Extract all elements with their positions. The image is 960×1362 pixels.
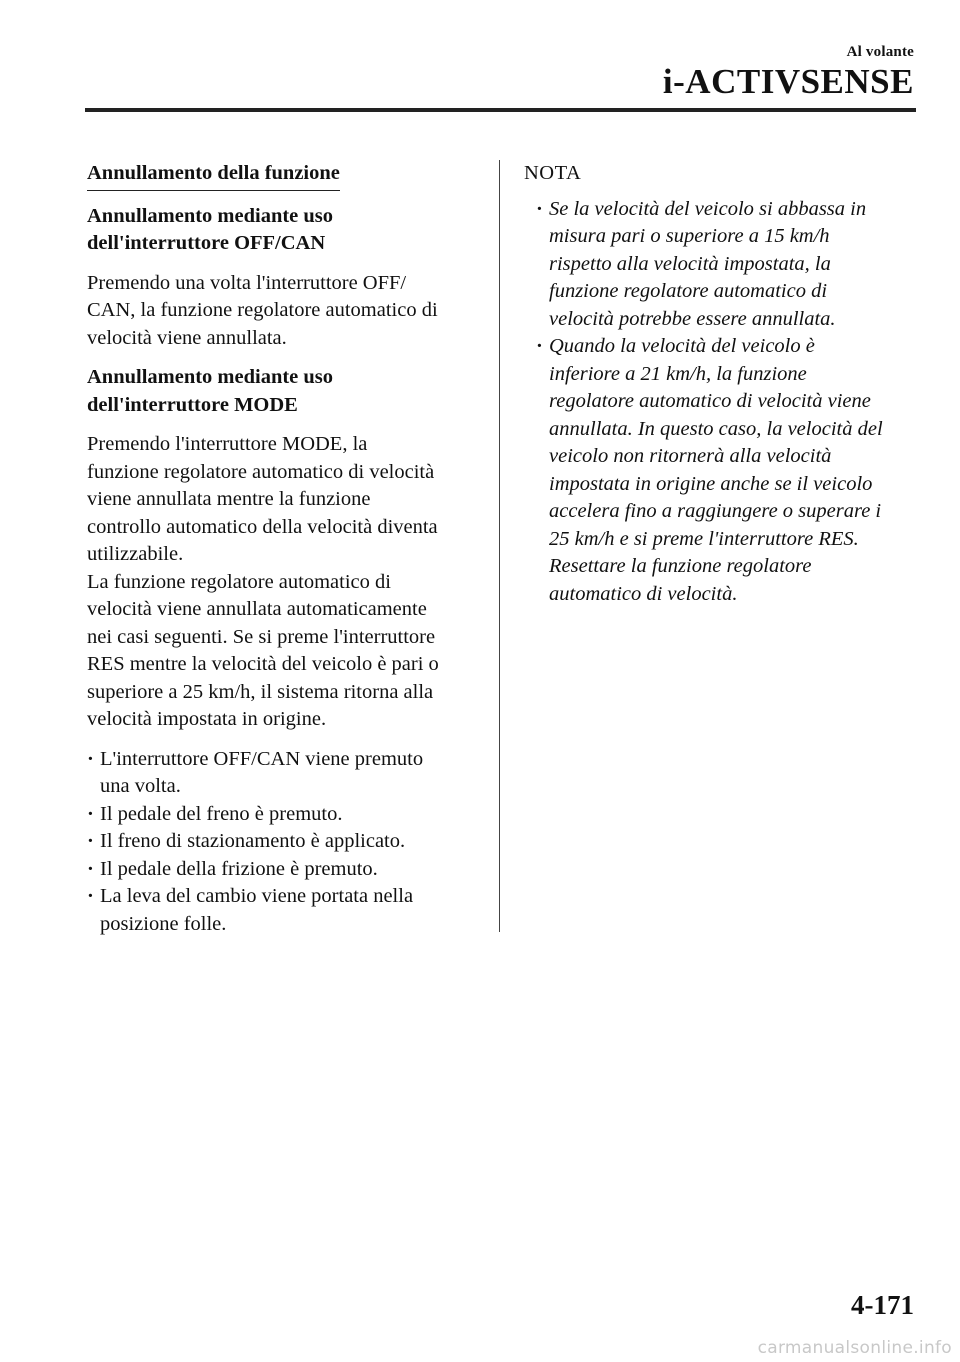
text-line: 25 km/h e si preme l'interruttore RES.: [549, 527, 859, 550]
text-line: · L'interruttore OFF/CAN viene premuto: [100, 747, 424, 770]
text-line: impostata in origine anche se il veicolo: [549, 472, 873, 495]
text-line: viene annullata mentre la funzione: [87, 488, 371, 510]
subheading-line: dell'interruttore MODE: [87, 393, 298, 416]
text-line: rispetto alla velocità impostata, la: [549, 252, 831, 275]
header-chapter-title: i-ACTIVSENSE: [662, 62, 914, 101]
text-line: velocità potrebbe essere annullata.: [549, 307, 836, 330]
text-line: · Il freno di stazionamento è applicato.: [100, 830, 406, 852]
text-line: · Se la velocità del veicolo si abbassa in: [549, 197, 867, 220]
text-line: Premendo l'interruttore MODE, la: [87, 433, 368, 455]
text-line: RES mentre la velocità del veicolo è pari o: [87, 653, 439, 675]
text-line: regolatore automatico di velocità viene: [549, 390, 871, 412]
text-line: Resettare la funzione regolatore: [549, 555, 812, 577]
text-line: una volta.: [100, 775, 181, 797]
text-line: misura pari o superiore a 15 km/h: [549, 225, 830, 247]
column-divider: [499, 160, 500, 932]
text-line: veicolo non ritornerà alla velocità: [549, 445, 832, 467]
note-list: [524, 196, 916, 609]
header-divider: [85, 108, 916, 112]
subheading-line: Annullamento mediante uso: [87, 204, 334, 227]
section-title: Annullamento della funzione: [87, 160, 340, 191]
note-label: NOTA: [524, 162, 582, 184]
text-line: nei casi seguenti. Se si preme l'interruttore: [87, 625, 436, 648]
text-line: · Quando la velocità del veicolo è: [549, 335, 815, 357]
watermark: carmanualsonline.info: [757, 1338, 952, 1358]
text-line: Premendo una volta l'interruttore OFF/: [87, 271, 407, 294]
text-line: accelera fino a raggiungere o superare i: [549, 500, 882, 522]
paragraph-mode: [87, 431, 482, 569]
subheading-mode: [87, 364, 482, 419]
list-item: [87, 828, 482, 856]
text-line: automatico di velocità.: [549, 582, 738, 605]
text-line: La funzione regolatore automatico di: [87, 570, 391, 593]
text-line: · La leva del cambio viene portata nella: [100, 885, 414, 907]
text-line: · Il pedale del freno è premuto.: [100, 802, 343, 825]
text-line: inferiore a 21 km/h, la funzione: [549, 362, 807, 385]
list-item: [536, 196, 916, 334]
text-line: velocità viene annullata.: [87, 326, 287, 349]
text-line: utilizzabile.: [87, 543, 184, 565]
right-column: [524, 160, 916, 608]
paragraph-auto-cancel: [87, 569, 482, 734]
list-item: [536, 333, 916, 608]
text-line: posizione folle.: [100, 912, 227, 935]
header-section-title: Al volante: [846, 44, 914, 60]
text-line: controllo automatico della velocità diventa: [87, 515, 438, 538]
text-line: superiore a 25 km/h, il sistema ritorna alla: [87, 680, 434, 703]
text-line: funzione regolatore automatico di velocità: [87, 460, 435, 483]
page-number: 4-171: [851, 1290, 914, 1320]
text-line: CAN, la funzione regolatore automatico di: [87, 299, 438, 321]
text-line: velocità impostata in origine.: [87, 708, 327, 730]
text-line: funzione regolatore automatico di: [549, 280, 828, 302]
subheading-off-can: [87, 203, 482, 258]
text-line: annullata. In questo caso, la velocità del: [549, 417, 883, 440]
text-line: · Il pedale della frizione è premuto.: [100, 857, 378, 880]
left-column: [87, 160, 482, 938]
paragraph-off-can: [87, 270, 482, 353]
subheading-line: dell'interruttore OFF/CAN: [87, 232, 326, 254]
text-line: velocità viene annullata automaticamente: [87, 598, 427, 620]
list-item: [87, 801, 482, 829]
cancel-conditions-list: [87, 746, 482, 939]
list-item: [87, 883, 482, 938]
list-item: [87, 746, 482, 801]
list-item: [87, 856, 482, 884]
subheading-line: Annullamento mediante uso: [87, 366, 334, 388]
